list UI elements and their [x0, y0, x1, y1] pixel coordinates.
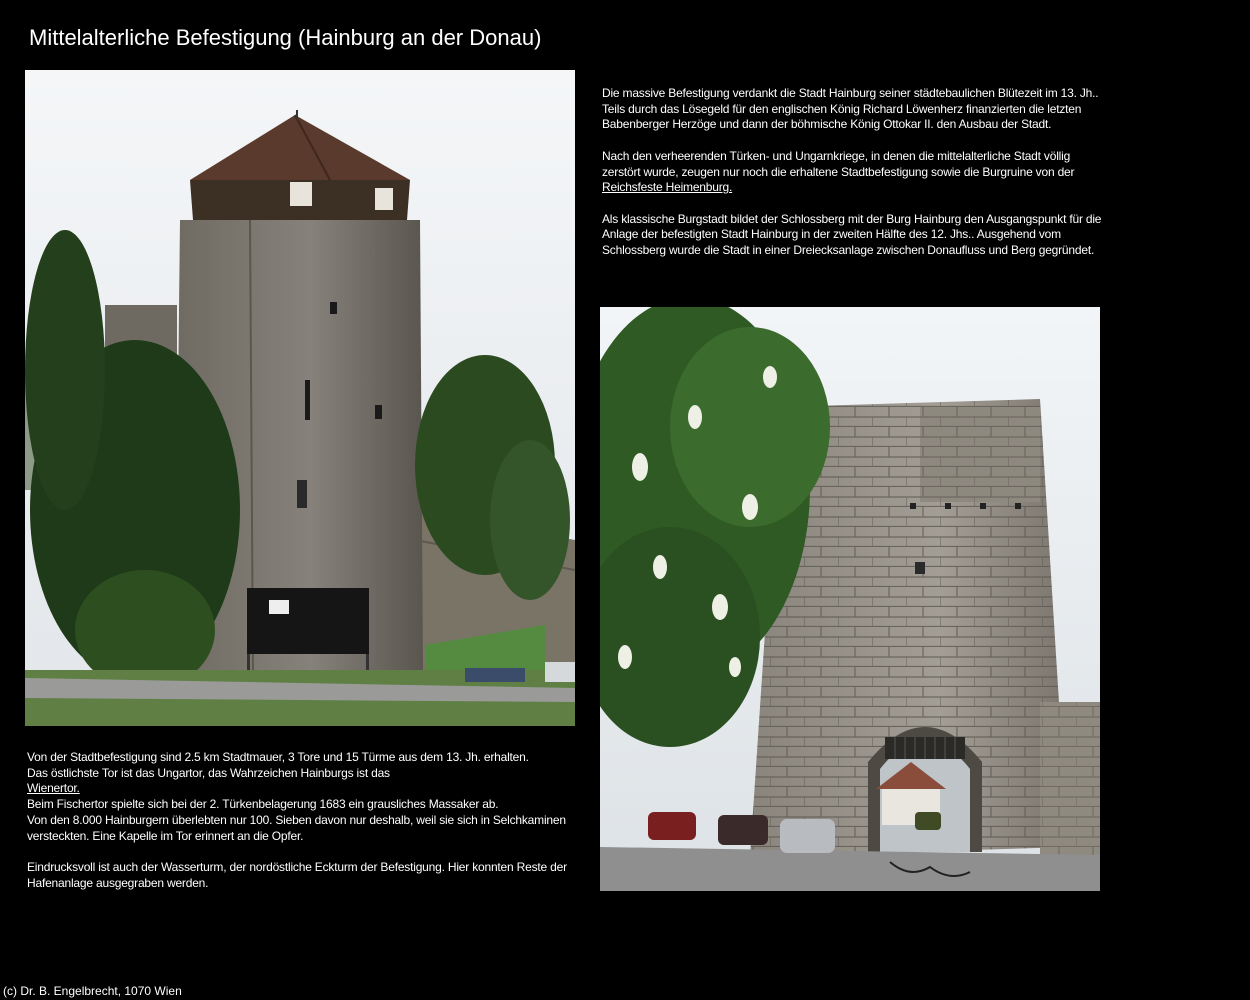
intro-text	[602, 86, 1102, 259]
intro-paragraph-3: Als klassische Burgstadt bildet der Schlossberg mit der Burg Hainburg den Ausgangspunkt für die Anlage der befestigten Stadt Hainburg in der zweiten Hälfte des 12. Jhs.. Ausgehend vom Schlossberg wurde die Stadt in einer Dreiecksanlage zwischen Donaufluss und Berg gegründet.	[602, 211, 1102, 257]
gate-photo	[600, 307, 1100, 891]
fortification-line-3: Beim Fischertor spielte sich bei der 2. Türkenbelagerung 1683 ein grausliches Massaker ab.	[27, 797, 499, 812]
fortification-line-4: Von den 8.000 Hainburgern überlebten nur 100. Sieben davon nur deshalb, weil sie sich in Selchkaminen versteckten. Eine Kapelle im Tor erinnert an die Opfer.	[27, 812, 566, 843]
copyright-footer: (c) Dr. B. Engelbrecht, 1070 Wien	[3, 984, 182, 998]
page-title: Mittelalterliche Befestigung (Hainburg an der Donau)	[29, 25, 542, 50]
tower-photo-image	[25, 70, 575, 726]
gate-photo-image	[600, 307, 1100, 891]
intro-paragraph-2-text: Nach den verheerenden Türken- und Ungarnkriege, in denen die mittelalterliche Stadt völlig zerstört wurde, zeugen nur noch die erhaltene Stadtbefestigung sowie die Burgruine von der	[602, 148, 1075, 179]
tower-photo	[25, 70, 575, 726]
fortification-paragraph-2: Eindrucksvoll ist auch der Wasserturm, der nordöstliche Eckturm der Befestigung. Hier konnten Reste der Hafenanlage ausgegraben werden.	[27, 859, 567, 890]
intro-paragraph-2	[602, 149, 1102, 196]
intro-paragraph-1: Die massive Befestigung verdankt die Stadt Hainburg seiner städtebaulichen Blütezeit im 13. Jh.. Teils durch das Lösegeld für den englischen König Richard Löwenherz finanzierten die letzten Babenberger Herzöge und dann der böhmische König Ottokar II. den Ausbau der Stadt.	[602, 86, 1099, 132]
fortification-text	[27, 750, 575, 891]
fortification-line-1: Von der Stadtbefestigung sind 2.5 km Stadtmauer, 3 Tore und 15 Türme aus dem 13. Jh. erhalten.	[27, 750, 529, 764]
fortification-paragraph-1	[27, 750, 575, 844]
wienertor-link[interactable]: Wienertor.	[27, 781, 80, 796]
fortification-line-2: Das östlichste Tor ist das Ungartor, das Wahrzeichen Hainburgs ist das	[27, 765, 390, 780]
reichsfeste-heimenburg-link[interactable]: Reichsfeste Heimenburg.	[602, 180, 733, 195]
